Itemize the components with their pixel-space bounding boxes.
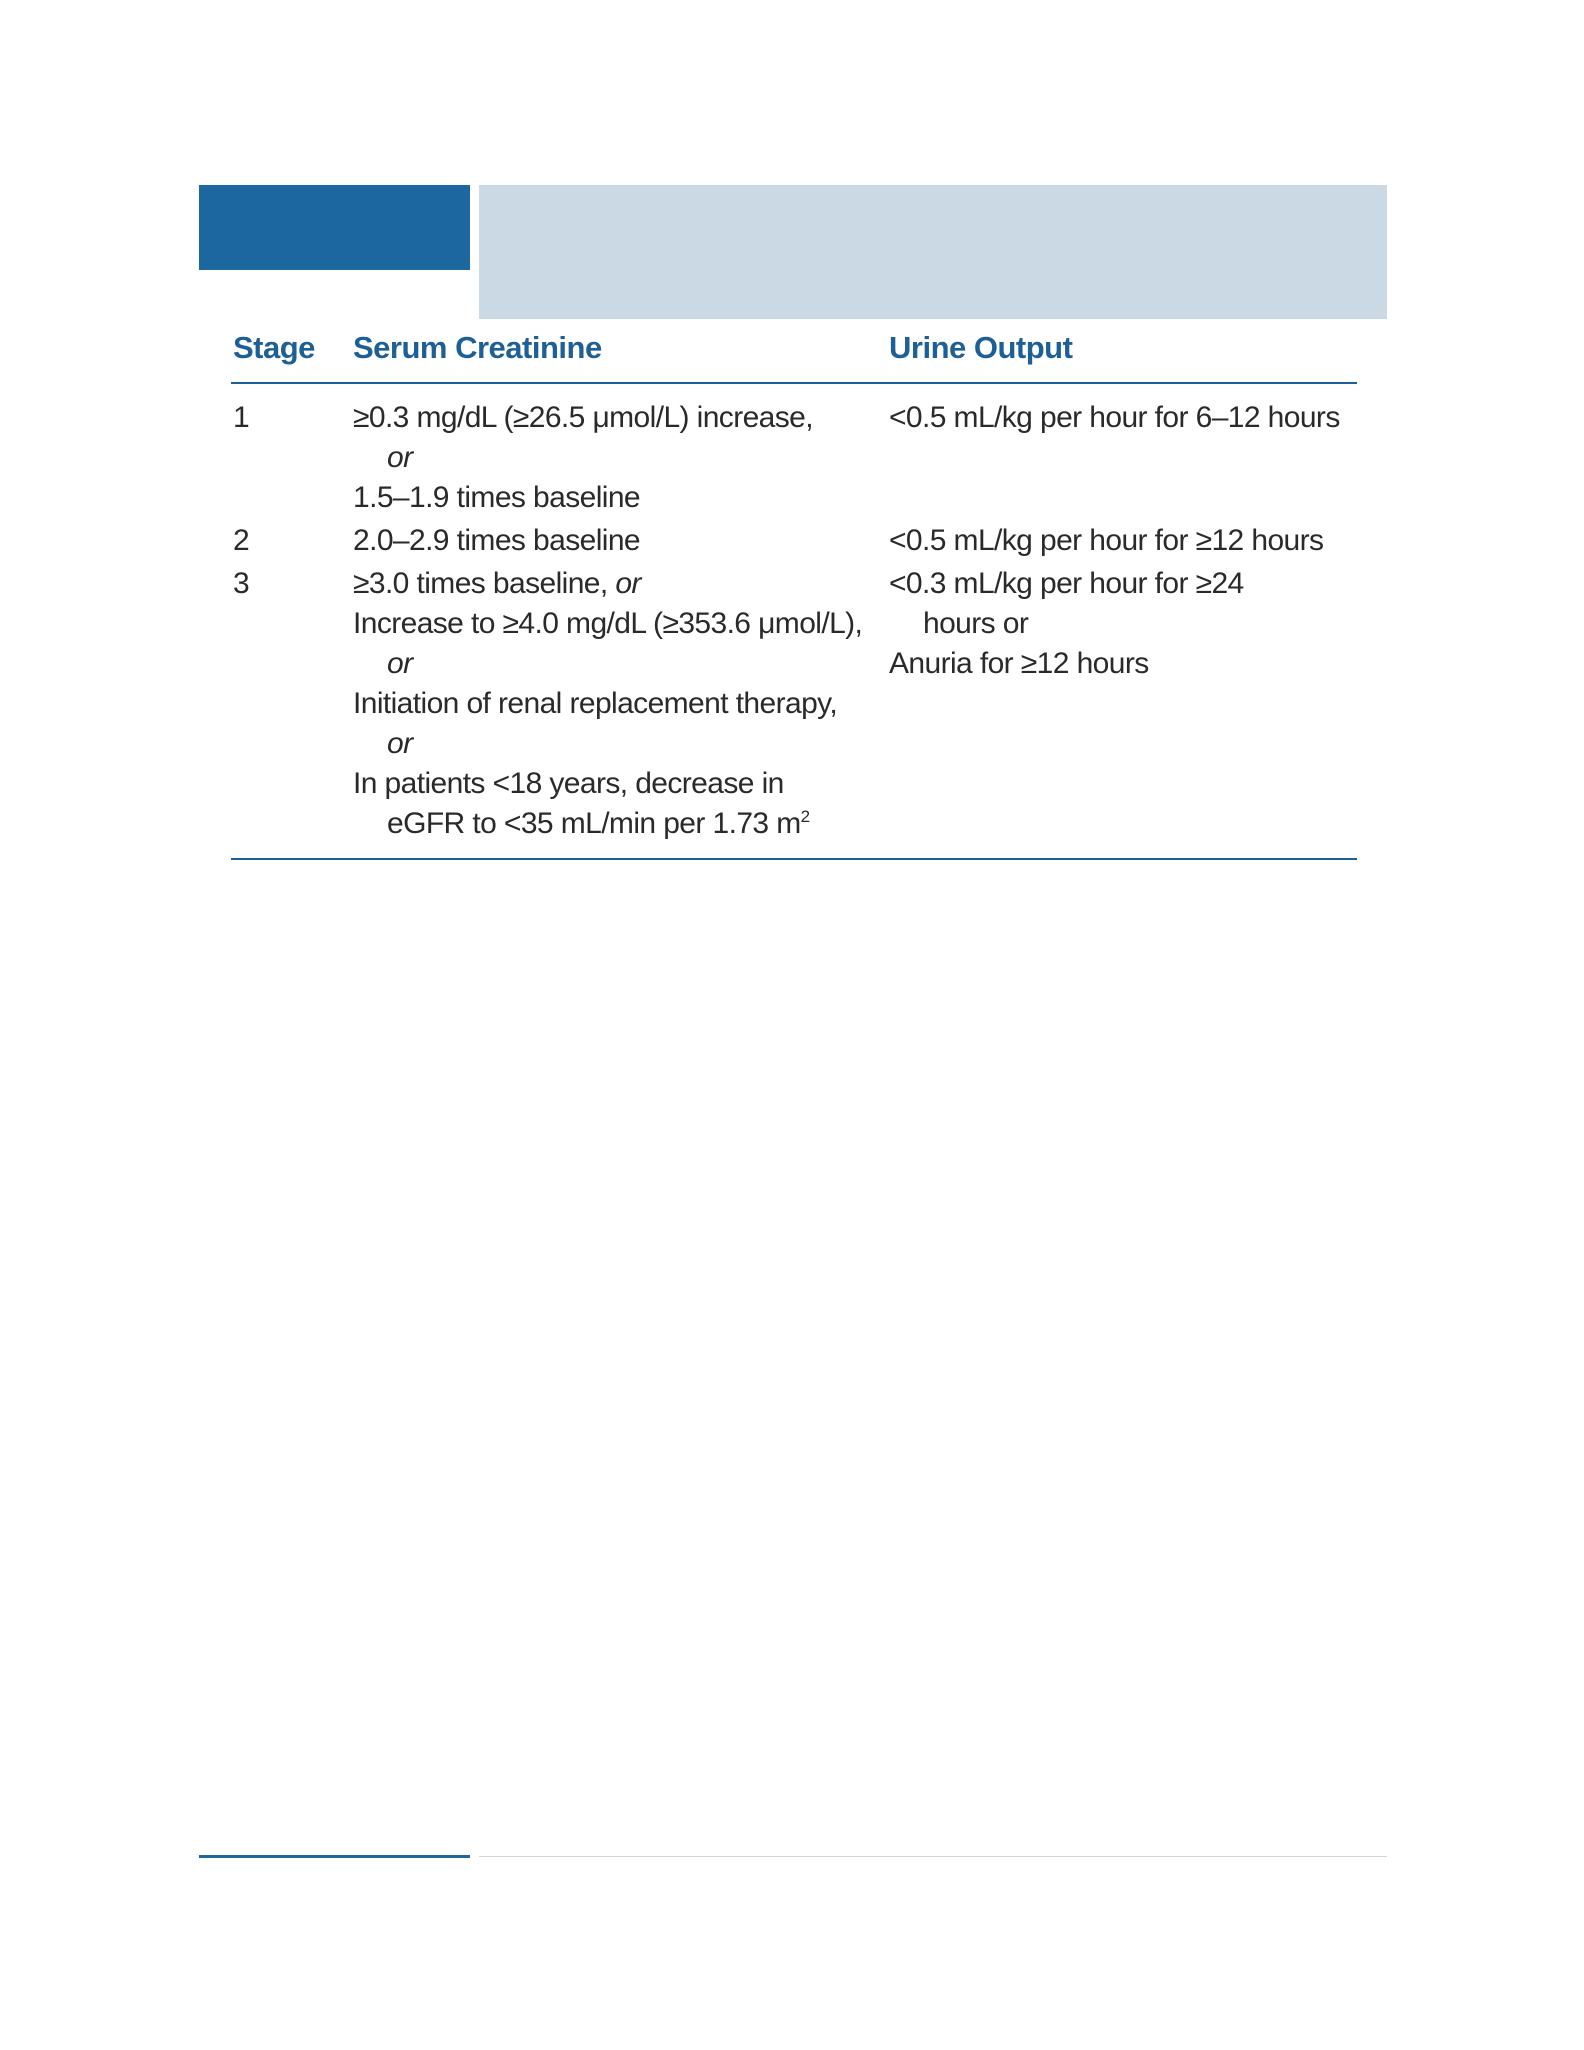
egfr-text: eGFR to <35 mL/min per 1.73 m <box>387 807 801 840</box>
serum-criterion-line: ≥0.3 mg/dL (≥26.5 μmol/L) increase, <box>353 401 813 434</box>
serum-criterion-line: Initiation of renal replacement therapy, <box>353 687 838 720</box>
table-header-row <box>231 318 1357 383</box>
serum-or-connector: or <box>387 647 413 680</box>
serum-criterion-line: Increase to ≥4.0 mg/dL (≥353.6 μmol/L), <box>353 607 863 640</box>
urine-criterion-line: Anuria for ≥12 hours <box>889 647 1149 680</box>
superscript-squared: 2 <box>800 807 810 826</box>
serum-criterion-line: 2.0–2.9 times baseline <box>353 524 640 557</box>
serum-criterion-line <box>353 804 887 844</box>
serum-or-connector: or <box>387 441 413 474</box>
stage-number: 3 <box>233 567 250 600</box>
stage-cell <box>231 564 351 859</box>
serum-criterion-text: ≥3.0 times baseline, <box>353 567 616 600</box>
urine-criterion-line: <0.5 mL/kg per hour for 6–12 hours <box>889 401 1340 434</box>
aki-staging-table <box>231 318 1357 860</box>
aki-staging-table-container <box>231 318 1357 860</box>
urine-output-cell <box>887 383 1357 521</box>
serum-creatinine-cell <box>351 564 887 859</box>
table-row-stage-3 <box>231 564 1357 859</box>
table-row-stage-1 <box>231 383 1357 521</box>
urine-criterion-line: hours or <box>923 607 1029 640</box>
header-accent-block <box>199 185 470 270</box>
column-header-serum-creatinine: Serum Creatinine <box>351 318 887 383</box>
serum-criterion-line: 1.5–1.9 times baseline <box>353 481 640 514</box>
stage-number: 2 <box>233 524 250 557</box>
table-row-stage-2 <box>231 521 1357 564</box>
serum-creatinine-cell <box>351 383 887 521</box>
urine-output-cell <box>887 564 1357 859</box>
serum-creatinine-cell <box>351 521 887 564</box>
footer-accent-rule <box>199 1855 470 1858</box>
serum-or-connector: or <box>615 567 641 600</box>
column-header-stage: Stage <box>231 318 351 383</box>
serum-or-connector: or <box>387 727 413 760</box>
serum-criterion-line: In patients <18 years, decrease in <box>353 767 784 800</box>
stage-cell <box>231 521 351 564</box>
stage-cell <box>231 383 351 521</box>
urine-criterion-line: <0.3 mL/kg per hour for ≥24 <box>889 567 1244 600</box>
header-title-panel <box>479 185 1387 319</box>
column-header-urine-output: Urine Output <box>887 318 1357 383</box>
urine-criterion-line: <0.5 mL/kg per hour for ≥12 hours <box>889 524 1324 557</box>
urine-output-cell <box>887 521 1357 564</box>
footer-divider-rule <box>479 1856 1387 1857</box>
stage-number: 1 <box>233 401 250 434</box>
serum-criterion-line <box>353 564 887 604</box>
